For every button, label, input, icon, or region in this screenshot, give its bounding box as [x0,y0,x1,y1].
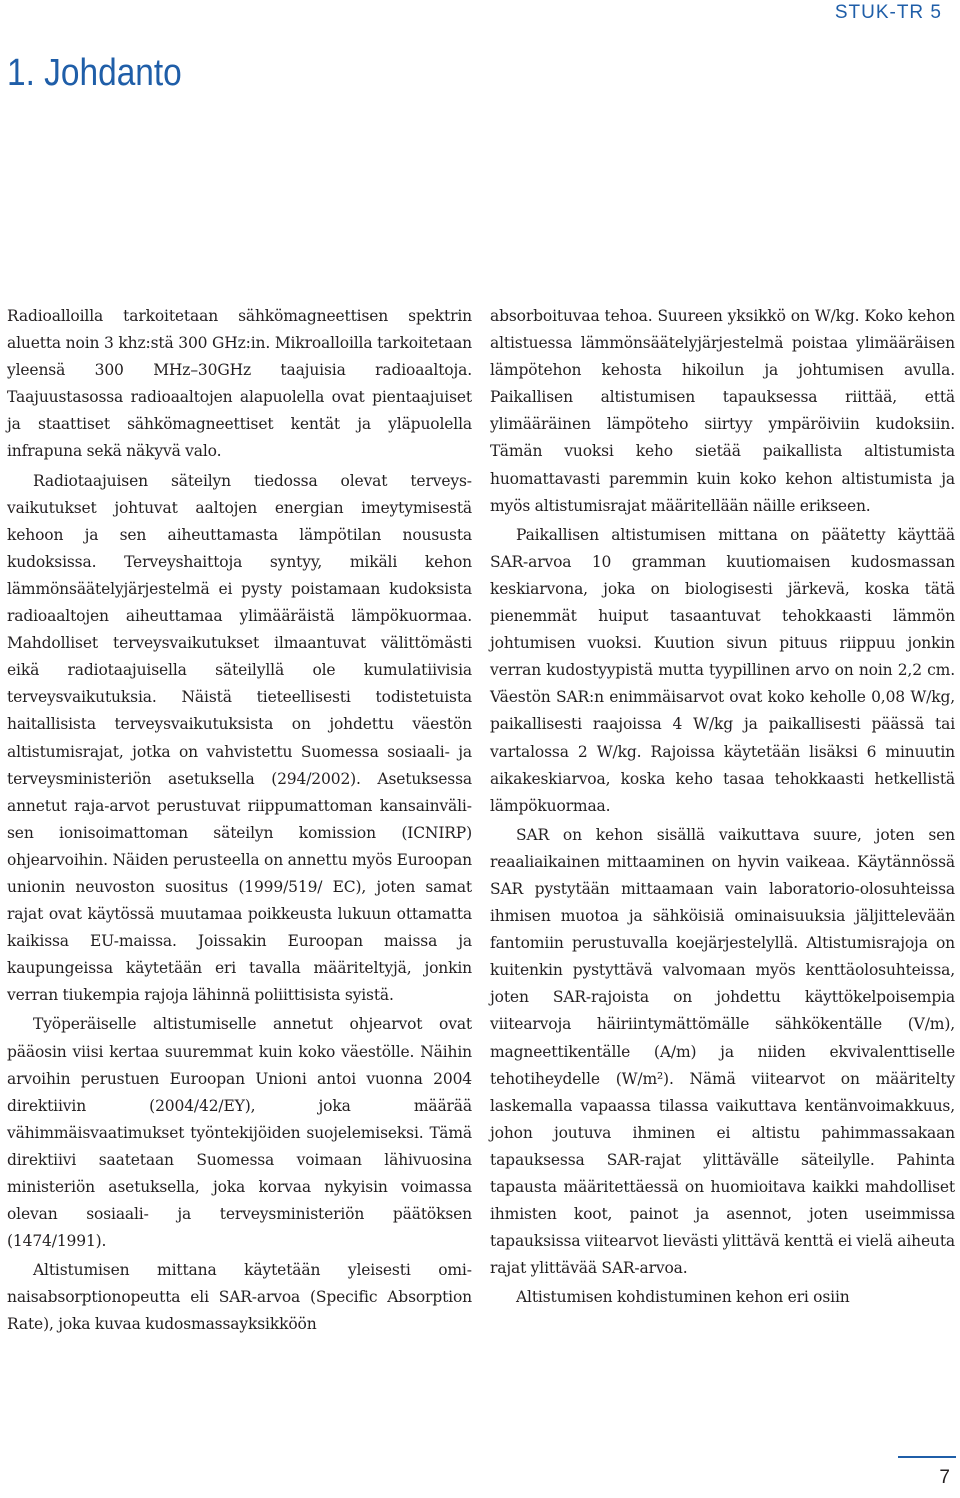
report-series-label: STUK-TR 5 [834,2,942,23]
page-number: 7 [939,1467,950,1488]
left-column [7,303,472,1339]
paragraph: Paikallisen altistumisen mittana on päätetty käyttää SAR-arvoa 10 gramman kuutiomaisen kudosmassan keskiarvona, joka on biologisesti järkevä, koska tätä pienemmät huiput tasaantuvat tehokkaasti lämmön johtumisen vuoksi. Kuution sivun pituus riippuu jonkin verran kudostyypistä mutta tyypillinen arvo on noin 2,2 cm. Väestön SAR:n enimmäisarvot ovat koko keholle 0,08 W/kg, paikallisesti raajoissa 4 W/kg ja paikallisesti päässä tai vartalossa 2 W/kg. Rajoissa käytetään lisäksi 6 minuutin aikakeskiarvoa, koska keho tasaa tehokkaasti hetkellistä lämpökuormaa. [490,525,955,815]
paragraph: SAR on kehon sisällä vaikuttava suure, joten sen reaaliaikainen mittaaminen on hyvin vaikeaa. Käytännössä SAR pystytään mittaamaan vain laboratorio-olosuhteissa ihmisen muotoa ja sähköisiä ominaisuuksia jäljittelevään fantomiin perustuvalla koejärjestelyllä. Altistumisrajoja on kuitenkin pystyttävä valvomaan myös kenttäolosuhteissa, joten SAR-rajoista on johdettu käyttökelpoisempia viitearvoja häiriintymättömälle sähkökentälle (V/m), magneettikentälle (A/m) ja niiden ekvivalenttiselle tehotiheydelle (W/m²). Nämä viitearvot on määritelty laskemalla vapaassa tilassa vaikuttava kentänvoimakkuus, johon joutuva ihminen ei altistu pahimmassakaan tapauksessa SAR-rajat ylittävälle säteilylle. Pahinta tapausta määritettäessä on huomioitava kaikki mahdolliset ihmisten koot, painot ja asennot, joten useimmissa tapauksissa viitearvot lievästi ylittävä kenttä ei vielä aiheuta rajat ylittävää SAR-arvoa. [490,825,955,1278]
paragraph: Radioalloilla tarkoitetaan sähkömagneettisen spektrin aluetta noin 3 khz:stä 300 GHz:in. Mikroalloilla tarkoitetaan yleensä 300 MHz–30GHz taajuisia radioaaltoja. Taajuustasossa radioaaltojen alapuolella ovat pientaajuiset ja staattiset sähkömagneettiset kentät ja yläpuolella infrapuna sekä näkyvä valo. [7,307,472,461]
paragraph: Altistumisen kohdistuminen kehon eri osiin [516,1288,850,1307]
paragraph: Altistumisen mittana käytetään yleisesti ominaisabsorptionopeutta eli SAR-arvoa (Specific Absorption Rate), joka kuvaa kudosmassayksikköön [7,1261,472,1334]
paragraph: absorboituvaa tehoa. Suureen yksikkö on W/kg. Koko kehon altistuessa lämmönsäätelyjärjestelmä poistaa ylimääräisen lämpötehon kehosta hikoilun ja johtumisen avulla. Paikallisen altistumisen tapauksessa riittää, että ylimääräinen lämpöteho siirtyy ympäröiviin kudoksiin. Tämän vuoksi keho sietää paikallista altistumista huomattavasti paremmin kuin koko kehon altistumista ja myös altistumisrajat määritellään näille erikseen. [490,307,955,515]
page-number-rule [898,1456,956,1458]
section-title: 1. Johdanto [7,52,182,94]
paragraph: Työperäiselle altistumiselle annetut ohjearvot ovat pääosin viisi kertaa suuremmat kuin koko väestölle. Näihin arvoihin perustuen Euroopan Unioni antoi vuonna 2004 direktiivin (2004/42/EY), joka määrää vähimmäisvaatimukset työntekijöiden suojelemiseksi. Tämä direktiivi saatetaan Suomessa voimaan lähivuosina ministeriön asetuksella, joka korvaa nykyisin voimassa olevan sosiaali- ja terveysministeriön päätöksen (1474/1991). [7,1015,472,1251]
paragraph: Radiotaajuisen säteilyn tiedossa olevat terveysvaikutukset johtuvat aaltojen energian imeytymisestä kehoon ja sen aiheuttamasta lämpötilan noususta kudoksissa. Terveyshaittoja syntyy, mikäli kehon lämmönsäätelyjärjestelmä ei pysty poistamaan kudoksista radioaaltojen aiheuttamaa ylimääräistä lämpökuormaa. Mahdolliset terveysvaikutukset ilmaantuvat välittömästi eikä radiotaajuisella säteilyllä ole kumulatiivisia terveysvaikutuksia. Näistä tieteellisesti todistetuista haitallisista terveysvaikutuksista on johdettu väestön altistumisrajat, jotka on vahvistettu Suomessa sosiaali- ja terveysministeriön asetuksella (294/2002). Asetuksessa annetut raja-arvot perustuvat riippumattoman kansainvälisen ionisoimattoman säteilyn komission (ICNIRP) ohjearvoihin. Näiden perusteella on annettu myös Euroopan unionin neuvoston suositus (1999/519/ EC), joten samat rajat ovat käytössä muutamaa poikkeusta lukuun ottamatta kaikissa EU-maissa. Joissakin Euroopan maissa ja kaupungeissa käytetään eri tavalla määriteltyjä, jonkin verran tiukempia rajoja lähinnä poliittisista syistä. [7,471,472,1005]
right-column [490,303,955,1311]
